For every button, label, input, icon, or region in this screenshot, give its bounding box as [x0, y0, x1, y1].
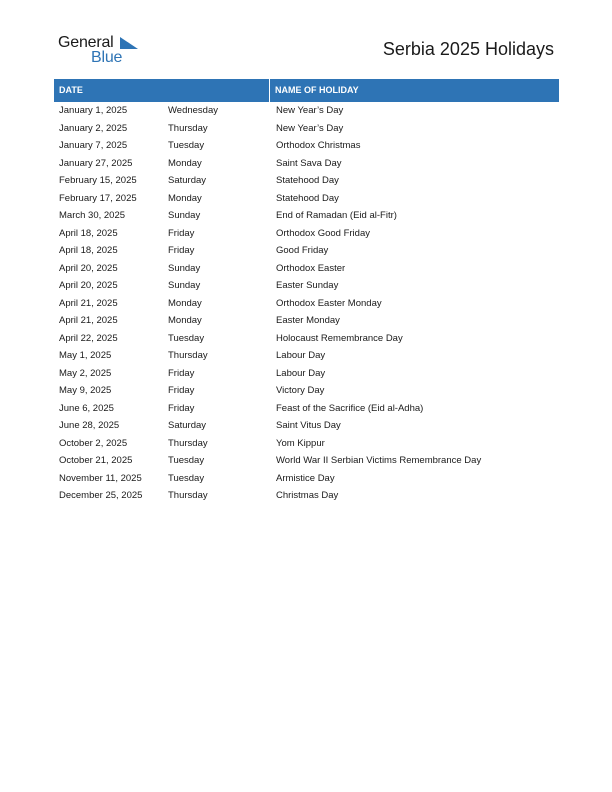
holiday-date: May 2, 2025	[59, 367, 112, 379]
holiday-date: April 21, 2025	[59, 297, 118, 309]
holiday-date: June 6, 2025	[59, 402, 114, 414]
table-body	[54, 102, 559, 505]
holiday-weekday: Monday	[168, 297, 202, 309]
holiday-weekday: Friday	[168, 385, 195, 396]
table-row	[54, 190, 559, 208]
holiday-name: New Year’s Day	[276, 105, 344, 116]
table-row	[54, 225, 559, 243]
holiday-weekday: Wednesday	[168, 105, 218, 116]
column-header-holiday-name: NAME OF HOLIDAY	[275, 85, 359, 95]
holidays-table	[54, 79, 559, 505]
holiday-date: February 17, 2025	[59, 192, 137, 204]
holiday-name: Christmas Day	[276, 490, 339, 501]
holiday-name: End of Ramadan (Eid al-Fitr)	[276, 210, 397, 221]
holiday-name: Saint Vitus Day	[276, 420, 341, 431]
holiday-weekday: Saturday	[168, 420, 207, 431]
table-row	[54, 242, 559, 260]
holiday-name: Easter Sunday	[276, 280, 339, 291]
holiday-weekday: Sunday	[168, 280, 201, 291]
holiday-date: December 25, 2025	[59, 490, 143, 501]
holiday-date: April 20, 2025	[59, 280, 118, 291]
holiday-name: World War II Serbian Victims Remembrance Day	[276, 455, 482, 466]
logo-word-blue: Blue	[91, 49, 123, 66]
holiday-date: October 2, 2025	[59, 437, 128, 449]
table-row	[54, 172, 559, 190]
holiday-name: Yom Kippur	[276, 437, 325, 449]
holiday-weekday: Friday	[168, 402, 195, 414]
table-row	[54, 417, 559, 435]
holiday-date: January 7, 2025	[59, 140, 128, 151]
table-row	[54, 102, 559, 120]
table-row	[54, 260, 559, 278]
holiday-weekday: Tuesday	[168, 140, 205, 151]
table-row	[54, 382, 559, 400]
holiday-name: Armistice Day	[276, 472, 335, 484]
holiday-name: Statehood Day	[276, 175, 339, 186]
holiday-name: Victory Day	[276, 385, 325, 396]
holiday-weekday: Friday	[168, 367, 195, 379]
table-row	[54, 155, 559, 173]
holiday-date: April 18, 2025	[59, 245, 118, 256]
holiday-date: April 22, 2025	[59, 332, 118, 344]
holiday-date: January 27, 2025	[59, 157, 133, 169]
table-row	[54, 365, 559, 383]
holiday-weekday: Thursday	[168, 350, 208, 361]
holiday-weekday: Thursday	[168, 122, 208, 134]
table-row	[54, 400, 559, 418]
logo-triangle-icon	[120, 37, 138, 49]
table-row	[54, 470, 559, 488]
table-row	[54, 435, 559, 453]
holiday-date: January 2, 2025	[59, 122, 128, 134]
holiday-date: May 1, 2025	[59, 350, 112, 361]
table-row	[54, 312, 559, 330]
holiday-date: March 30, 2025	[59, 210, 126, 221]
holiday-weekday: Monday	[168, 315, 202, 326]
holiday-date: November 11, 2025	[59, 472, 142, 484]
holiday-name: New Year’s Day	[276, 122, 344, 134]
holiday-date: February 15, 2025	[59, 175, 137, 186]
holiday-weekday: Thursday	[168, 437, 208, 449]
holiday-name: Labour Day	[276, 367, 326, 379]
holiday-weekday: Sunday	[168, 262, 201, 274]
table-row	[54, 137, 559, 155]
table-row	[54, 347, 559, 365]
logo-word-general: General	[58, 34, 114, 51]
holiday-name: Saint Sava Day	[276, 157, 342, 169]
holiday-date: June 28, 2025	[59, 420, 120, 431]
holiday-weekday: Tuesday	[168, 332, 205, 344]
page-title: Serbia 2025 Holidays	[382, 39, 554, 59]
holiday-name: Labour Day	[276, 350, 326, 361]
table-row	[54, 120, 559, 138]
holiday-weekday: Tuesday	[168, 472, 205, 484]
holiday-date: April 21, 2025	[59, 315, 118, 326]
holiday-name: Easter Monday	[276, 315, 340, 326]
holiday-name: Holocaust Remembrance Day	[276, 332, 403, 344]
holiday-weekday: Sunday	[168, 210, 201, 221]
table-row	[54, 487, 559, 505]
generalblue-logo	[58, 34, 148, 68]
holiday-weekday: Friday	[168, 245, 195, 256]
holiday-weekday: Friday	[168, 227, 195, 239]
column-header-date: DATE	[54, 79, 270, 102]
holiday-name: Orthodox Easter Monday	[276, 297, 382, 309]
holiday-name: Orthodox Easter	[276, 262, 346, 274]
holiday-name: Feast of the Sacrifice (Eid al-Adha)	[276, 402, 424, 414]
table-row	[54, 277, 559, 295]
holiday-name: Orthodox Christmas	[276, 140, 361, 151]
holiday-weekday: Tuesday	[168, 455, 205, 466]
table-row	[54, 330, 559, 348]
table-row	[54, 452, 559, 470]
holiday-weekday: Monday	[168, 157, 202, 169]
holiday-weekday: Thursday	[168, 490, 208, 501]
table-row	[54, 207, 559, 225]
holiday-name: Statehood Day	[276, 192, 339, 204]
holiday-date: January 1, 2025	[59, 105, 128, 116]
holiday-name: Good Friday	[276, 245, 329, 256]
holiday-weekday: Saturday	[168, 175, 207, 186]
holiday-weekday: Monday	[168, 192, 202, 204]
table-row	[54, 295, 559, 313]
holiday-date: October 21, 2025	[59, 455, 133, 466]
table-header	[54, 79, 559, 102]
holiday-date: May 9, 2025	[59, 385, 112, 396]
holiday-date: April 20, 2025	[59, 262, 118, 274]
holiday-name: Orthodox Good Friday	[276, 227, 370, 239]
holiday-date: April 18, 2025	[59, 227, 118, 239]
